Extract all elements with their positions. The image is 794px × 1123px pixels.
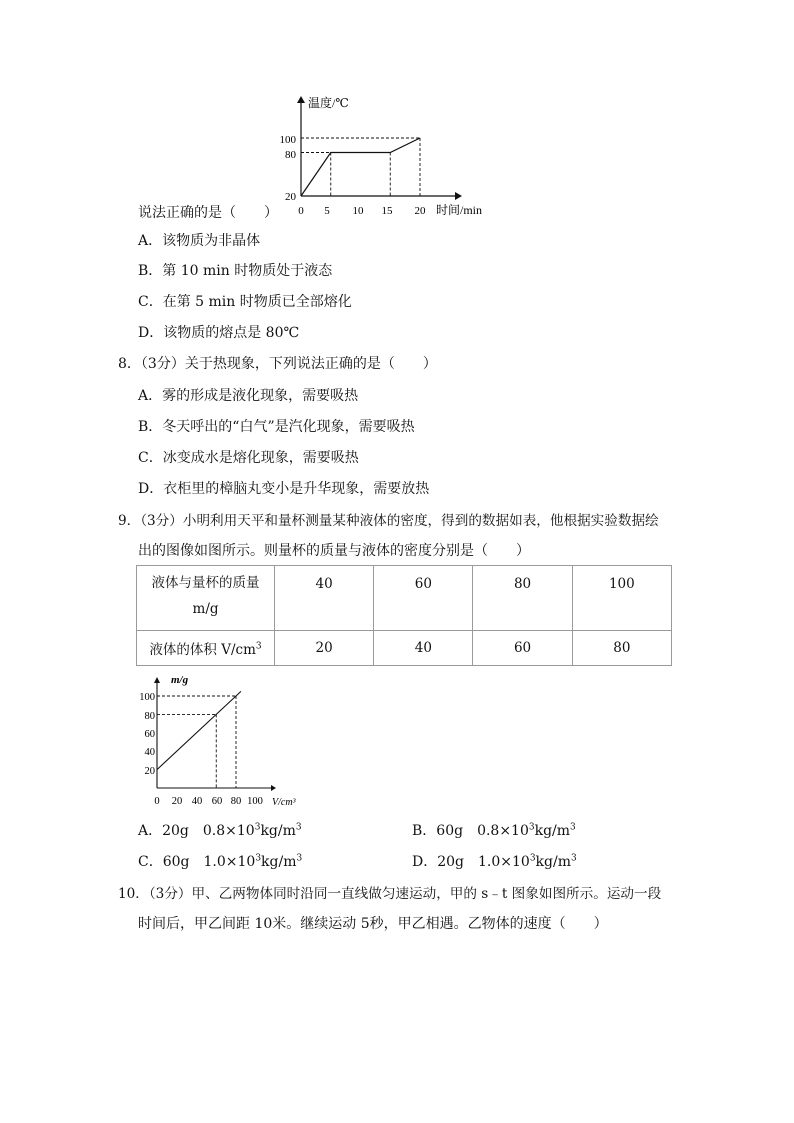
superscript: 3	[570, 853, 577, 864]
table-cell: 80	[572, 631, 671, 666]
table-row	[137, 631, 672, 666]
q7-x-axis-arrow	[455, 192, 462, 200]
q9-row2-header	[137, 631, 275, 666]
q7-ytick-100: 100	[279, 134, 296, 146]
q9-xtick-60: 60	[211, 796, 223, 807]
table-row	[137, 566, 672, 631]
q7-ytick-20: 20	[285, 191, 296, 203]
q9-option-a-text: A．20g 0.8×10	[138, 823, 255, 839]
q8-option-b: B．冬天呼出的“白气”是汽化现象，需要吸热	[138, 419, 415, 435]
q7-option-d: D．该物质的熔点是 80℃	[138, 325, 300, 341]
q9-option-d-text: D．20g 1.0×10	[412, 854, 530, 870]
q9-option-b	[412, 820, 576, 840]
q9-row1-unit: m/g	[192, 601, 219, 617]
q7-xtick-15: 15	[381, 205, 393, 217]
superscript: 3	[295, 822, 302, 833]
q7-data-line	[301, 138, 420, 196]
q7-y-axis-arrow	[297, 96, 305, 103]
q9-option-c	[138, 851, 302, 871]
superscript: 3	[255, 641, 262, 652]
q8-option-c: C．冰变成水是熔化现象，需要吸热	[138, 450, 359, 466]
q9-option-d-unit: kg/m	[535, 854, 571, 870]
q9-axes	[154, 677, 276, 791]
table-cell-value: 60	[414, 576, 432, 592]
table-cell-value: 100	[608, 576, 635, 592]
q9-ytick-100: 100	[139, 692, 155, 703]
q9-mass-volume-chart	[135, 668, 315, 813]
table-cell	[374, 566, 473, 631]
table-cell: 40	[374, 631, 473, 666]
table-cell	[275, 566, 374, 631]
q7-option-c: C．在第 5 min 时物质已全部熔化	[138, 294, 352, 310]
table-cell	[473, 566, 572, 631]
q9-xtick-80: 80	[230, 796, 242, 807]
table-cell: 60	[473, 631, 572, 666]
table-cell	[572, 566, 671, 631]
q8-option-a: A．雾的形成是液化现象，需要吸热	[138, 388, 359, 404]
q9-data-table	[136, 565, 672, 666]
q7-ylabel: 温度/℃	[308, 96, 349, 110]
q7-axes	[297, 96, 462, 200]
q7-stem-tail: 说法正确的是（ ）	[138, 205, 278, 221]
q9-ytick-80: 80	[144, 711, 155, 722]
q7-temperature-time-chart	[270, 90, 500, 225]
q8-option-d: D．衣柜里的樟脑丸变小是升华现象，需要放热	[138, 481, 430, 497]
q9-option-c-unit: kg/m	[261, 854, 297, 870]
q9-tick-labels	[139, 692, 263, 807]
q9-xtick-40: 40	[191, 796, 203, 807]
q9-row1-label: 液体与量杯的质量	[151, 575, 260, 591]
q9-option-c-text: C．60g 1.0×10	[138, 854, 256, 870]
q7-option-b: B．第 10 min 时物质处于液态	[138, 263, 333, 279]
q7-xtick-20: 20	[414, 205, 426, 217]
q9-option-a	[138, 820, 302, 840]
q9-option-a-unit: kg/m	[260, 823, 296, 839]
table-cell: 20	[275, 631, 374, 666]
q9-y-axis-arrow	[154, 677, 160, 683]
q9-xtick-100: 100	[247, 796, 263, 807]
q7-xtick-10: 10	[352, 205, 364, 217]
q7-xtick-5: 5	[324, 205, 330, 217]
q7-xtick-0: 0	[298, 205, 304, 217]
q9-xlabel: V/cm³	[272, 797, 296, 808]
q7-xlabel: 时间/min	[436, 203, 483, 217]
q10-stem-line1: 10．（3分）甲、乙两物体同时沿同一直线做匀速运动，甲的 s﹣t 图象如图所示。运动一段	[118, 886, 662, 902]
q9-ytick-20: 20	[144, 766, 155, 777]
q9-stem-line1: 9．（3分）小明利用天平和量杯测量某种液体的密度，得到的数据如表，他根据实验数据绘	[118, 513, 659, 529]
superscript: 3	[254, 822, 261, 833]
q9-x-axis-arrow	[271, 785, 276, 791]
q9-option-d	[412, 851, 577, 871]
q10-stem-line2: 时间后，甲乙间距 10米。继续运动 5秒，甲乙相遇。乙物体的速度（ ）	[138, 916, 608, 932]
superscript: 3	[570, 822, 576, 833]
q9-ytick-60: 60	[144, 729, 155, 740]
q9-option-b-unit: kg/m	[534, 823, 571, 839]
q9-xtick-0: 0	[154, 796, 160, 807]
q9-option-b-text: B．60g 0.8×10	[412, 823, 529, 839]
table-cell-value: 40	[315, 576, 333, 592]
q7-ytick-80: 80	[285, 149, 296, 161]
q8-stem: 8．（3分）关于热现象，下列说法正确的是（ ）	[118, 356, 437, 372]
q9-ytick-40: 40	[144, 747, 155, 758]
q9-row1-header	[137, 566, 275, 631]
q9-data-line	[157, 691, 241, 769]
table-cell-value: 80	[513, 576, 532, 592]
q9-row2-label: 液体的体积 V/cm	[149, 642, 256, 658]
superscript: 3	[296, 853, 303, 864]
superscript: 3	[529, 853, 536, 864]
q9-stem-line2: 出的图像如图所示。则量杯的质量与液体的密度分别是（ ）	[138, 543, 530, 559]
superscript: 3	[255, 853, 262, 864]
superscript: 3	[528, 822, 535, 833]
q7-option-a: A．该物质为非晶体	[138, 233, 261, 249]
q9-xtick-20: 20	[171, 796, 183, 807]
q9-ylabel: m/g	[171, 674, 189, 686]
q9-guide-lines	[157, 696, 236, 788]
